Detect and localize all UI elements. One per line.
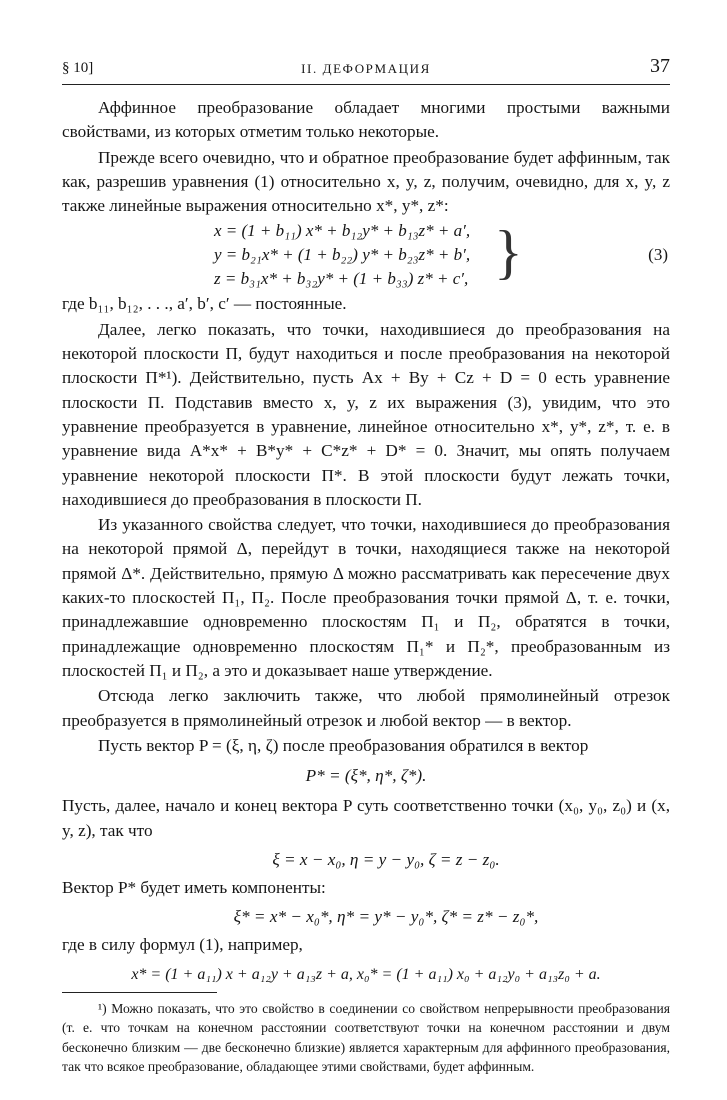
paragraph-9: Вектор P* будет иметь компоненты:	[62, 878, 326, 898]
equation-3-line-3: z = b₃₁x* + b₃₂y* + (1 + b₃₃) z* + c′,	[214, 269, 469, 289]
equation-components: ξ = x − x₀, η = y − y₀, ζ = z − z₀.	[272, 850, 500, 870]
running-header	[62, 55, 670, 84]
page-number: 37	[650, 55, 670, 77]
equation-3-line-2: y = b₂₁x* + (1 + b₂₂) y* + b₂₃z* + b′,	[214, 245, 471, 265]
paragraph-10: где в силу формул (1), например,	[62, 934, 303, 954]
paragraph-4: Далее, легко показать, что точки, находившиеся до преобразования на некоторой плоскости Π, будут находиться и после преобразования на некоторой плоскости Π*¹). Действительно, пусть Ax + By + Cz + D = 0 есть уравнение плоскости Π. Подставив вместо x, y, z их выражения (3), увидим, что это уравнение преобразуется в уравнение, линейное относительно x*, y*, z*, т. е. в уравнение вида A*x* + B*y* + C*z* + D* = 0. Значит, мы опять получаем уравнение некоторой плоскости Π*. В этой плоскости будут лежать точки, находившиеся до преобразования в плоскости Π.	[62, 319, 670, 509]
right-brace: }	[494, 219, 523, 286]
footnote-1: ¹) Можно показать, что это свойство в соединении со свойством непрерывности преобразования (т. е. что точкам на конечном расстоянии соответствуют точки на конечном расстоянии и двум бесконечно близким — две бесконечно близкие) является характерным для аффинного преобразования, так что всякое преобразование, обладающее этими свойствами, будет аффинным.	[62, 1000, 670, 1075]
equation-3-number: (3)	[648, 245, 668, 265]
paragraph-1: Аффинное преобразование обладает многими простыми важными свойствами, из которых отметим только некоторые.	[62, 98, 670, 142]
main-text	[62, 96, 670, 1077]
paragraph-8: Пусть, далее, начало и конец вектора P суть соответственно точки (x₀, y₀, z₀) и (x, y, z), так что	[62, 796, 670, 840]
header-rule	[62, 84, 670, 85]
paragraph-3: где b₁₁, b₁₂, . . ., a′, b′, c′ — постоянные.	[62, 294, 347, 314]
equation-components-star: ξ* = x* − x₀*, η* = y* − y₀*, ζ* = z* − z₀*,	[233, 906, 539, 926]
paragraph-5: Из указанного свойства следует, что точки, находившиеся до преобразования на некоторой прямой Δ, перейдут в точки, находящиеся также на некоторой прямой Δ*. Действительно, прямую Δ можно рассматривать как пересечение двух каких-то плоскостей Π₁, Π₂. После преобразования точки прямой Δ, т. е. точки, принадлежавшие одновременно плоскостям Π₁ и Π₂, обратятся в точки, принадлежащие одновременно плоскостям Π₁* и Π₂*, преобразованным из плоскостей Π₁ и Π₂, а это и доказывает наше утверждение.	[62, 515, 670, 680]
chapter-title: II. ДЕФОРМАЦИЯ	[301, 61, 431, 76]
equation-example: x* = (1 + a₁₁) x + a₁₂y + a₁₃z + a, x₀* = (1 + a₁₁) x₀ + a₁₂y₀ + a₁₃z₀ + a.	[131, 966, 601, 984]
paragraph-6: Отсюда легко заключить также, что любой прямолинейный отрезок преобразуется в прямолинейный отрезок и любой вектор — в вектор.	[62, 686, 670, 730]
equation-p-star: P* = (ξ*, η*, ζ*).	[305, 766, 427, 786]
paragraph-7: Пусть вектор P = (ξ, η, ζ) после преобразования обратился в вектор	[98, 735, 589, 755]
footnote-rule	[62, 992, 217, 993]
equation-3-system	[62, 218, 670, 292]
equation-3-line-1: x = (1 + b₁₁) x* + b₁₂y* + b₁₃z* + a′,	[214, 221, 471, 241]
section-mark: § 10]	[62, 60, 94, 76]
paragraph-2: Прежде всего очевидно, что и обратное преобразование будет аффинным, так как, разрешив уравнения (1) относительно x, y, z, получим, очевидно, для x, y, z также линейные выражения относительно x*, y*, z*:	[62, 147, 670, 216]
